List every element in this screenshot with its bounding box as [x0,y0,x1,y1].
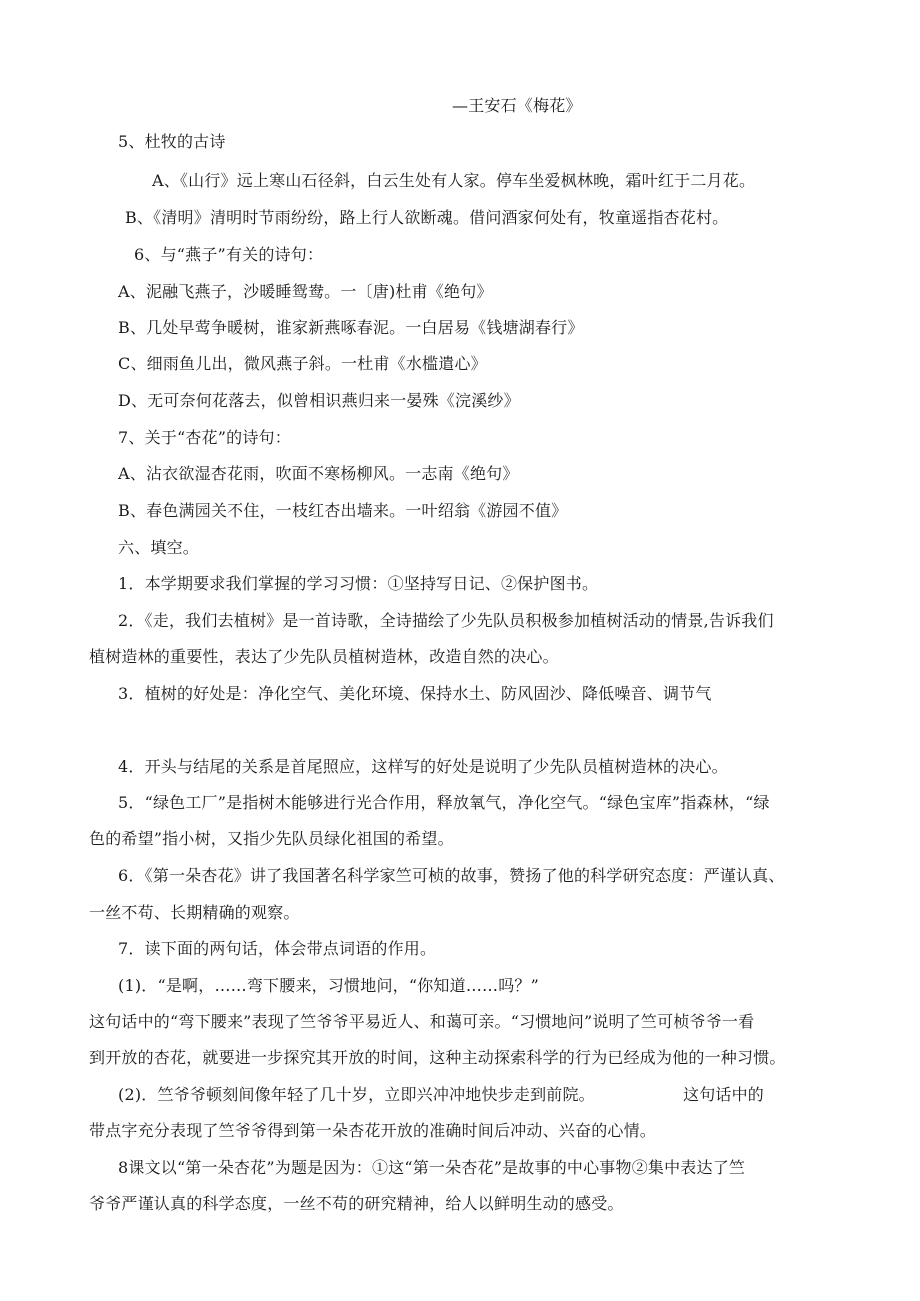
section-heading: 5、杜牧的古诗 [118,132,226,151]
explanation-line: 这句话中的“弯下腰来”表现了竺爷爷平易近人、和蔼可亲。“习惯地问”说明了竺可桢爷爷一看 [89,1012,755,1031]
poem-line: D、无可奈何花落去，似曾相识燕归来一晏殊《浣溪纱》 [118,391,520,410]
section-heading: 六、填空。 [118,538,200,557]
fill-in-item-continued: 色的希望”指小树，又指少先队员绿化祖国的希望。 [89,829,454,848]
fill-in-item: 1．本学期要求我们掌握的学习习惯：①坚持写日记、②保护图书。 [118,574,599,593]
poem-line: B、春色满园关不住，一枝红杏出墙来。一叶绍翁《游园不值》 [118,501,568,520]
poem-line: A、沾衣欲湿杏花雨，吹面不寒杨柳风。一志南《绝句》 [118,464,519,483]
section-heading: 7、关于“杏花”的诗句： [118,428,291,447]
fill-in-item-continued: 一丝不苟、长期精确的观察。 [89,903,300,922]
poem-line: A、《山行》远上寒山石径斜，白云生处有人家。停车坐爱枫林晚，霜叶红于二月花。 [152,171,756,190]
explanation-line: 到开放的杏花，就要进一步探究其开放的时间，这种主动探索科学的行为已经成为他的一种习惯。 [89,1048,786,1067]
poem-line: B、几处早莺争暖树，谁家新燕啄春泥。一白居易《钱塘湖春行》 [118,318,584,337]
fill-in-item-continued: 爷爷严谨认真的科学态度，一丝不苟的研究精神，给人以鲜明生动的感受。 [89,1194,624,1213]
fill-in-item: 3．植树的好处是：净化空气、美化环境、保持水土、防风固沙、降低噪音、调节气 [118,684,712,703]
fill-in-item: 6．《第一朵杏花》讲了我国著名科学家竺可桢的故事，赞扬了他的科学研究态度：严谨认真、 [118,866,785,885]
poem-line: C、细雨鱼儿出，微风燕子斜。一杜甫《水槛遣心》 [118,354,487,373]
poem-line: B、《清明》清明时节雨纷纷，路上行人欲断魂。借问酒家何处有，牧童遥指杏花村。 [125,208,729,227]
sub-item: (2)．竺爷爷顿刻间像年轻了几十岁，立即兴冲冲地快步走到前院。 [118,1085,595,1104]
fill-in-item: 4．开头与结尾的关系是首尾照应，这样写的好处是说明了少先队员植树造林的决心。 [118,757,728,776]
fill-in-item-continued: 植树造林的重要性，表达了少先队员植树造林，改造自然的决心。 [89,647,559,666]
section-heading: 6、与“燕子”有关的诗句： [134,245,324,264]
sub-item: (1)．“是啊，……弯下腰来，习惯地问，“你知道……吗？” [118,976,540,995]
fill-in-item: 8课文以“第一朵杏花”为题是因为：①这“第一朵杏花”是故事的中心事物②集中表达了竺 [118,1158,746,1177]
fill-in-item: 2．《走，我们去植树》是一首诗歌，全诗描绘了少先队员积极参加植树活动的情景,告诉我们 [118,611,774,630]
sub-item-trailing: 这句话中的 [683,1085,765,1104]
poem-line: A、泥融飞燕子，沙暖睡鸳鸯。一〔唐)杜甫《绝句》 [118,282,493,301]
fill-in-item: 7．读下面的两句话，体会带点词语的作用。 [118,939,437,958]
fill-in-item: 5．“绿色工厂”是指树木能够进行光合作用，释放氧气，净化空气。“绿色宝库”指森林，“绿 [118,793,770,812]
poem-attribution: —王安石《梅花》 [452,96,582,115]
explanation-line: 带点字充分表现了竺爷爷得到第一朵杏花开放的准确时间后冲动、兴奋的心情。 [89,1121,657,1140]
